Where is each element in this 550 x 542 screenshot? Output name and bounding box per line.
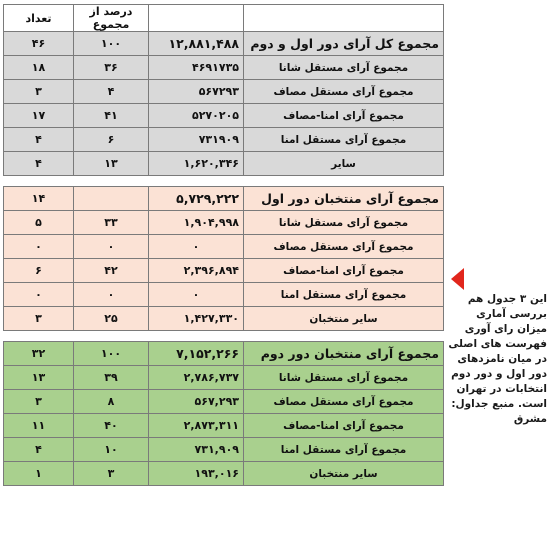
row-label: سایر [244,152,444,176]
row-percent: ۳۳ [74,211,149,235]
row-percent: ۶ [74,128,149,152]
row-percent: ۸ [74,390,149,414]
row-count: ۴ [4,152,74,176]
table-header-row [4,5,444,32]
table-row [4,283,444,307]
row-count: ۴ [4,128,74,152]
row-label: مجموع آرای مستقل شانا [244,366,444,390]
table-title: مجموع آرای منتخبان دور اول [244,187,444,211]
row-count: ۱ [4,462,74,486]
table-gap [3,331,443,341]
table-row [4,128,444,152]
table-row [4,152,444,176]
row-count: ۳ [4,80,74,104]
row-votes: ۴۶۹۱۷۳۵ [149,56,244,80]
row-votes: ۰ [149,235,244,259]
row-label: مجموع آرای امنا-مصاف [244,259,444,283]
row-label: مجموع آرای مستقل مصاف [244,390,444,414]
row-votes: ۱۹۳,۰۱۶ [149,462,244,486]
row-percent: ۴ [74,80,149,104]
row-count: ۰ [4,283,74,307]
row-votes: ۱,۶۲۰,۳۴۶ [149,152,244,176]
row-votes: ۵۶۷,۲۹۳ [149,390,244,414]
title-percent [74,187,149,211]
row-percent: ۳۹ [74,366,149,390]
row-count: ۰ [4,235,74,259]
row-votes: ۵۲۷۰۲۰۵ [149,104,244,128]
row-votes: ۷۳۱۹۰۹ [149,128,244,152]
row-label: مجموع آرای امنا-مصاف [244,104,444,128]
header-label [244,5,444,32]
table-row [4,56,444,80]
title-percent: ۱۰۰ [74,342,149,366]
row-label: مجموع آرای مستقل مصاف [244,235,444,259]
row-percent: ۳۶ [74,56,149,80]
row-count: ۱۱ [4,414,74,438]
table-total-votes [3,4,444,176]
table-first-round [3,186,444,331]
row-label: مجموع آرای مستقل شانا [244,56,444,80]
row-percent: ۴۲ [74,259,149,283]
row-label: مجموع آرای مستقل امنا [244,283,444,307]
title-percent: ۱۰۰ [74,32,149,56]
row-label: سایر منتخبان [244,307,444,331]
table-row [4,104,444,128]
title-votes: ۱۲,۸۸۱,۴۸۸ [149,32,244,56]
row-percent: ۱۰ [74,438,149,462]
table-row [4,414,444,438]
row-count: ۳ [4,307,74,331]
title-votes: ۷,۱۵۲,۲۶۶ [149,342,244,366]
row-votes: ۲,۸۷۳,۳۱۱ [149,414,244,438]
title-count: ۳۲ [4,342,74,366]
table-row [4,259,444,283]
title-count: ۴۶ [4,32,74,56]
header-count: تعداد [4,5,74,32]
row-label: مجموع آرای مستقل شانا [244,211,444,235]
row-percent: ۱۳ [74,152,149,176]
tables-container [3,4,443,486]
row-votes: ۲,۳۹۶,۸۹۴ [149,259,244,283]
row-votes: ۲,۷۸۶,۷۳۷ [149,366,244,390]
row-votes: ۵۶۷۲۹۳ [149,80,244,104]
table-title: مجموع آرای منتخبان دور دوم [244,342,444,366]
table-gap [3,176,443,186]
title-votes: ۵,۷۲۹,۲۲۲ [149,187,244,211]
row-votes: ۱,۴۲۷,۳۳۰ [149,307,244,331]
row-count: ۶ [4,259,74,283]
row-votes: ۰ [149,283,244,307]
row-count: ۳ [4,390,74,414]
row-percent: ۲۵ [74,307,149,331]
table-row [4,307,444,331]
table-row [4,438,444,462]
title-count: ۱۴ [4,187,74,211]
row-votes: ۷۳۱,۹۰۹ [149,438,244,462]
row-count: ۱۷ [4,104,74,128]
table-row [4,211,444,235]
table-title-row [4,342,444,366]
row-label: مجموع آرای مستقل امنا [244,438,444,462]
row-count: ۱۳ [4,366,74,390]
header-percent: درصد از مجموع [74,5,149,32]
row-percent: ۰ [74,235,149,259]
caption-text: این ۳ جدول هم بررسی آماری میزان رای آوری فهرست های اصلی در میان نامزدهای دور اول و دور دوم انتخابات در تهران است. منبع جداول: مشرق [448,293,547,425]
table-row [4,462,444,486]
table-row [4,366,444,390]
row-count: ۱۸ [4,56,74,80]
table-row [4,80,444,104]
arrow-left-icon [451,268,464,290]
table-title-row [4,187,444,211]
table-title: مجموع کل آرای دور اول و دوم [244,32,444,56]
table-row [4,390,444,414]
row-label: مجموع آرای مستقل امنا [244,128,444,152]
header-votes [149,5,244,32]
table-second-round [3,341,444,486]
row-label: مجموع آرای امنا-مصاف [244,414,444,438]
row-percent: ۰ [74,283,149,307]
row-label: سایر منتخبان [244,462,444,486]
row-count: ۵ [4,211,74,235]
row-label: مجموع آرای مستقل مصاف [244,80,444,104]
row-votes: ۱,۹۰۴,۹۹۸ [149,211,244,235]
row-percent: ۴۱ [74,104,149,128]
row-percent: ۴۰ [74,414,149,438]
table-title-row [4,32,444,56]
row-percent: ۳ [74,462,149,486]
row-count: ۴ [4,438,74,462]
table-row [4,235,444,259]
